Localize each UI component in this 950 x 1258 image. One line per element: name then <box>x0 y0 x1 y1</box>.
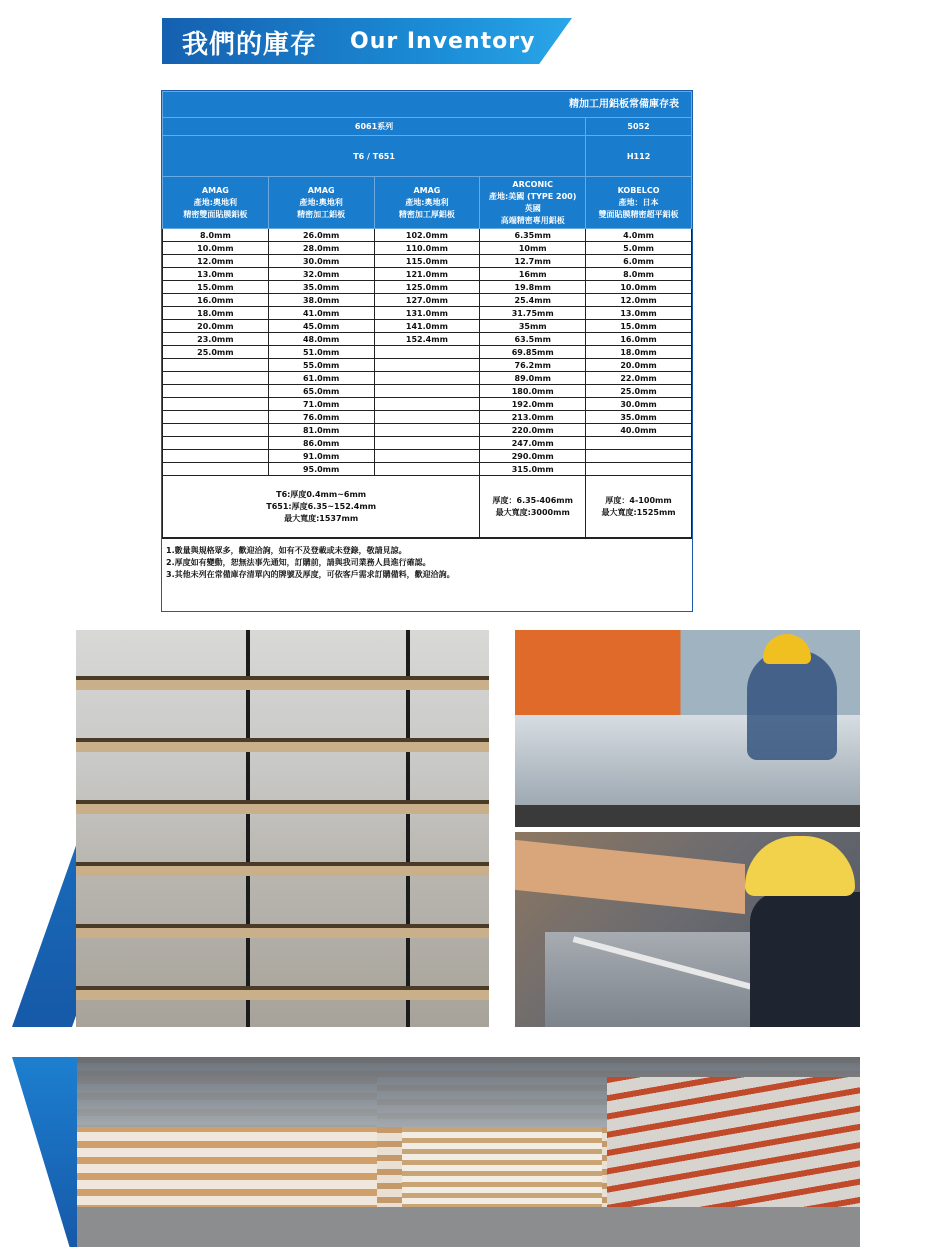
photo-cutting-machine <box>515 630 860 827</box>
table-cell <box>163 398 269 411</box>
table-cell <box>163 424 269 437</box>
table-cell: 89.0mm <box>480 372 586 385</box>
table-cell: 25.0mm <box>163 346 269 359</box>
table-cell: 127.0mm <box>374 294 480 307</box>
table-cell: 10mm <box>480 242 586 255</box>
table-cell <box>163 450 269 463</box>
table-cell: 4.0mm <box>586 229 692 242</box>
table-row <box>163 268 692 281</box>
brand-header-3 <box>374 177 480 229</box>
table-cell <box>374 398 480 411</box>
table-cell: 8.0mm <box>586 268 692 281</box>
summary-kobelco-line: 最大寬度:1525mm <box>601 507 676 517</box>
table-row <box>163 281 692 294</box>
summary-6061-line: 最大寬度:1537mm <box>284 513 359 523</box>
table-cell: 18.0mm <box>586 346 692 359</box>
table-cell: 35mm <box>480 320 586 333</box>
photo-worker <box>747 650 837 760</box>
table-cell: 13.0mm <box>163 268 269 281</box>
photo-measuring <box>515 832 860 1027</box>
table-cell <box>374 359 480 372</box>
banner-title-en: Our Inventory <box>350 29 536 54</box>
table-row <box>163 333 692 346</box>
table-cell: 18.0mm <box>163 307 269 320</box>
note-item: 1.數量與規格眾多，歡迎洽詢，如有不及登載或未登錄，敬請見諒。 <box>166 546 407 555</box>
summary-arconic-line: 最大寬度:3000mm <box>495 507 570 517</box>
table-cell: 152.4mm <box>374 333 480 346</box>
photo-helmet <box>763 634 811 664</box>
brand-header-row <box>163 177 692 229</box>
table-row <box>163 346 692 359</box>
table-cell: 30.0mm <box>586 398 692 411</box>
brand-header-2-line: AMAG <box>307 185 335 195</box>
series-6061: 6061系列 <box>163 118 586 136</box>
brand-header-2-line: 產地:奧地利 <box>299 197 343 207</box>
table-cell: 32.0mm <box>268 268 374 281</box>
brand-header-1-line: AMAG <box>201 185 229 195</box>
table-cell <box>163 359 269 372</box>
table-cell <box>163 437 269 450</box>
table-cell: 20.0mm <box>586 359 692 372</box>
brand-header-5-line: KOBELCO <box>617 185 660 195</box>
table-cell: 12.7mm <box>480 255 586 268</box>
table-cell <box>586 450 692 463</box>
table-cell: 8.0mm <box>163 229 269 242</box>
table-row <box>163 255 692 268</box>
summary-kobelco-line: 厚度：4-100mm <box>605 495 672 505</box>
table-cell <box>163 372 269 385</box>
table-cell: 180.0mm <box>480 385 586 398</box>
brand-header-1 <box>163 177 269 229</box>
table-cell: 12.0mm <box>163 255 269 268</box>
photo-board <box>515 840 745 914</box>
table-title: 精加工用鋁板常備庫存表 <box>163 92 692 118</box>
table-cell: 16.0mm <box>586 333 692 346</box>
table-cell: 22.0mm <box>586 372 692 385</box>
table-cell: 28.0mm <box>268 242 374 255</box>
table-row <box>163 229 692 242</box>
photo-worker-body <box>750 892 860 1027</box>
table-cell: 6.35mm <box>480 229 586 242</box>
table-cell <box>163 463 269 476</box>
table-cell: 45.0mm <box>268 320 374 333</box>
table-cell <box>586 463 692 476</box>
table-cell: 10.0mm <box>586 281 692 294</box>
note-item: 3.其他未列在常備庫存清單內的牌號及厚度，可依客戶需求訂購備料，歡迎洽詢。 <box>166 570 455 579</box>
brand-header-5-line: 雙面貼膜精密超平鋁板 <box>598 209 679 219</box>
table-cell: 5.0mm <box>586 242 692 255</box>
brand-header-1-line: 產地:奧地利 <box>193 197 237 207</box>
summary-arconic-line: 厚度：6.35-406mm <box>492 495 573 505</box>
table-cell: 81.0mm <box>268 424 374 437</box>
table-cell: 61.0mm <box>268 372 374 385</box>
table-cell: 13.0mm <box>586 307 692 320</box>
brand-header-2-line: 精密加工鋁板 <box>297 209 346 219</box>
table-row <box>163 450 692 463</box>
table-cell: 69.85mm <box>480 346 586 359</box>
brand-header-3-line: 精密加工厚鋁板 <box>398 209 455 219</box>
table-cell <box>374 372 480 385</box>
table-cell: 110.0mm <box>374 242 480 255</box>
summary-6061-line: T6:厚度0.4mm~6mm <box>276 489 367 499</box>
table-cell: 12.0mm <box>586 294 692 307</box>
table-cell <box>163 411 269 424</box>
table-row <box>163 385 692 398</box>
table-cell <box>374 346 480 359</box>
summary-6061-line: T651:厚度6.35~152.4mm <box>266 501 377 511</box>
table-cell: 192.0mm <box>480 398 586 411</box>
table-row <box>163 437 692 450</box>
table-cell: 65.0mm <box>268 385 374 398</box>
table-row <box>163 359 692 372</box>
table-cell: 19.8mm <box>480 281 586 294</box>
table-row <box>163 424 692 437</box>
table-cell: 20.0mm <box>163 320 269 333</box>
table-cell: 91.0mm <box>268 450 374 463</box>
table-cell <box>374 450 480 463</box>
brand-header-2 <box>268 177 374 229</box>
photo-aluminum-stacks <box>76 630 489 1027</box>
brand-header-5-line: 產地：日本 <box>618 197 659 207</box>
table-cell: 16.0mm <box>163 294 269 307</box>
table-cell: 35.0mm <box>268 281 374 294</box>
table-cell: 38.0mm <box>268 294 374 307</box>
table-cell: 23.0mm <box>163 333 269 346</box>
table-cell: 76.0mm <box>268 411 374 424</box>
table-cell <box>163 385 269 398</box>
table-cell <box>374 463 480 476</box>
table-cell: 15.0mm <box>163 281 269 294</box>
inventory-table <box>161 90 693 612</box>
table-cell: 71.0mm <box>268 398 374 411</box>
table-cell: 25.4mm <box>480 294 586 307</box>
brand-header-4 <box>480 177 586 229</box>
table-cell: 76.2mm <box>480 359 586 372</box>
temper-5052: H112 <box>586 136 692 177</box>
summary-kobelco <box>586 476 692 538</box>
table-cell <box>374 385 480 398</box>
note-item: 2.厚度如有變動，恕無法事先通知，訂購前，請與我司業務人員進行確認。 <box>166 558 431 567</box>
table-cell: 6.0mm <box>586 255 692 268</box>
brand-header-4-line: ARCONIC <box>512 179 553 189</box>
table-cell: 63.5mm <box>480 333 586 346</box>
table-body <box>163 229 692 476</box>
table-cell: 40.0mm <box>586 424 692 437</box>
table-cell: 102.0mm <box>374 229 480 242</box>
photo-worker-helmet <box>745 836 855 896</box>
table-cell <box>374 411 480 424</box>
inventory-grid <box>162 91 692 538</box>
brand-header-4-line: 產地:美國 (TYPE 200) <box>489 191 577 201</box>
table-cell: 48.0mm <box>268 333 374 346</box>
summary-6061 <box>163 476 480 538</box>
table-cell <box>374 437 480 450</box>
table-row <box>163 307 692 320</box>
table-cell: 25.0mm <box>586 385 692 398</box>
table-row <box>163 463 692 476</box>
brand-header-3-line: AMAG <box>413 185 441 195</box>
table-row <box>163 411 692 424</box>
series-5052: 5052 <box>586 118 692 136</box>
table-cell: 95.0mm <box>268 463 374 476</box>
table-row <box>163 398 692 411</box>
brand-header-1-line: 精密雙面貼膜鋁板 <box>183 209 248 219</box>
summary-arconic <box>480 476 586 538</box>
table-cell: 213.0mm <box>480 411 586 424</box>
brand-header-3-line: 產地:奧地利 <box>405 197 449 207</box>
table-cell: 15.0mm <box>586 320 692 333</box>
table-cell: 220.0mm <box>480 424 586 437</box>
table-row <box>163 372 692 385</box>
table-cell: 315.0mm <box>480 463 586 476</box>
table-cell: 131.0mm <box>374 307 480 320</box>
brand-header-4-line: 英國 <box>524 203 541 213</box>
table-cell: 16mm <box>480 268 586 281</box>
table-cell: 86.0mm <box>268 437 374 450</box>
photo-warehouse <box>77 1057 860 1247</box>
table-cell <box>586 437 692 450</box>
photo-floor <box>77 1207 860 1247</box>
table-cell: 115.0mm <box>374 255 480 268</box>
table-cell <box>374 424 480 437</box>
table-row <box>163 320 692 333</box>
table-notes <box>162 538 692 587</box>
table-cell: 141.0mm <box>374 320 480 333</box>
table-row <box>163 242 692 255</box>
table-cell: 247.0mm <box>480 437 586 450</box>
brand-header-5 <box>586 177 692 229</box>
table-cell: 51.0mm <box>268 346 374 359</box>
table-row <box>163 294 692 307</box>
banner-title-zh: 我們的庫存 <box>182 30 318 60</box>
inventory-banner <box>162 18 572 64</box>
table-cell: 55.0mm <box>268 359 374 372</box>
table-cell: 31.75mm <box>480 307 586 320</box>
table-cell: 41.0mm <box>268 307 374 320</box>
temper-6061: T6 / T651 <box>163 136 586 177</box>
table-cell: 30.0mm <box>268 255 374 268</box>
table-cell: 121.0mm <box>374 268 480 281</box>
table-cell: 290.0mm <box>480 450 586 463</box>
table-cell: 125.0mm <box>374 281 480 294</box>
table-cell: 26.0mm <box>268 229 374 242</box>
table-cell: 35.0mm <box>586 411 692 424</box>
table-cell: 10.0mm <box>163 242 269 255</box>
brand-header-4-line: 高端精密專用鋁板 <box>500 215 565 225</box>
